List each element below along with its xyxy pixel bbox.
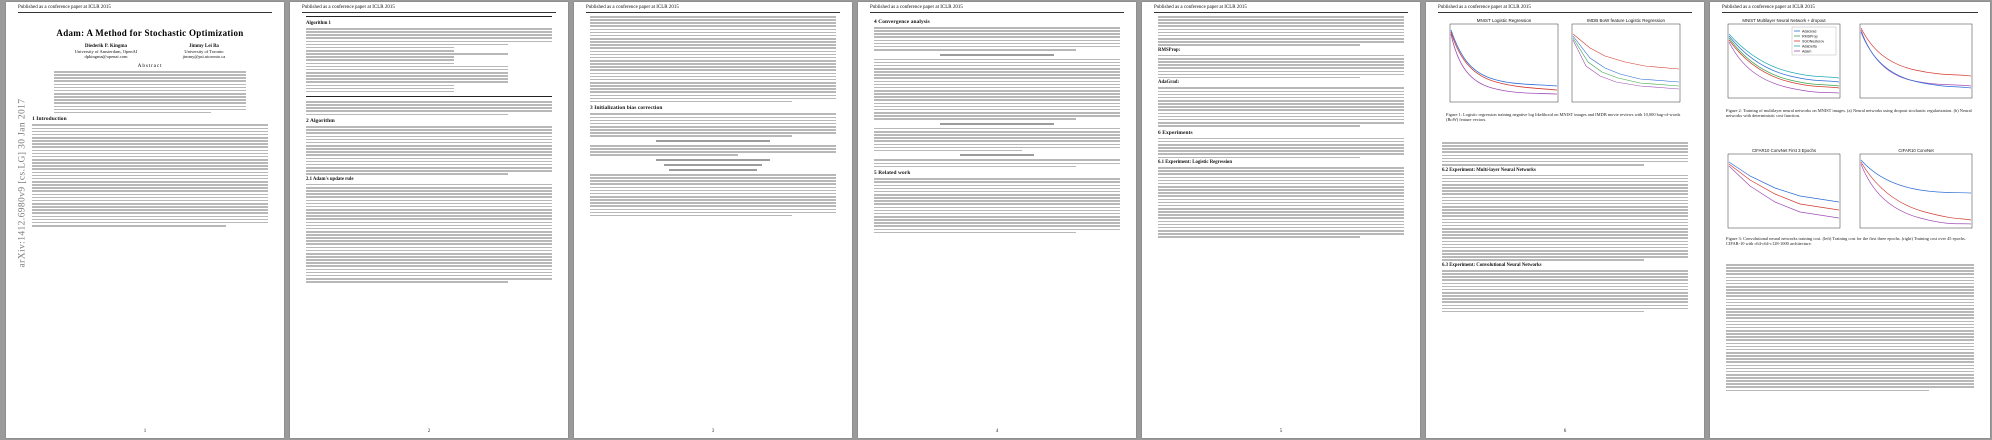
page-1 (6, 2, 284, 438)
body-text (306, 184, 552, 283)
section-heading: 2 Algorithm (306, 118, 335, 125)
running-header: Published as a conference paper at ICLR 2015 (18, 5, 111, 10)
plot-title: IMDB BoW feature Logistic Regression (1586, 18, 1666, 23)
author-name: Diederik P. Kingma (84, 44, 128, 49)
author-name: Jimmy Lei Ba (188, 44, 219, 49)
figure-caption: Figure 1: Logistic regression training negative log likelihood on MNIST images and IMDB movie reviews with 10,000 bag-of-words (BoW) feature vectors. (1446, 112, 1681, 123)
body-text (874, 178, 1120, 233)
body-text (1158, 16, 1404, 46)
page-4-content (874, 16, 1120, 235)
plot-panel-mlp-dropout (1728, 18, 1840, 98)
body-text (32, 124, 268, 226)
body-text (874, 59, 1120, 120)
equation (940, 123, 1053, 125)
page-6-content (1442, 142, 1688, 314)
section-heading: 1 Introduction (32, 116, 67, 123)
page-7-content (1726, 264, 1974, 393)
body-text (1158, 87, 1404, 126)
plot-panel-mlp-deterministic (1860, 24, 1972, 98)
plot-title: MNIST Multilayer Neural Network + dropout (1742, 18, 1826, 23)
body-text (1726, 264, 1974, 391)
section-heading: 3 Initialization bias correction (590, 105, 663, 112)
author-affiliation: University of Amsterdam, OpenAI (74, 49, 138, 54)
abstract-heading: Abstract (137, 63, 163, 69)
equation (960, 154, 1034, 156)
figure-1 (1440, 16, 1690, 136)
subsection-heading: 6.3 Experiment: Convolutional Neural Networks (1442, 262, 1542, 268)
page-2 (290, 2, 568, 438)
figure-2-plots (1720, 16, 1982, 108)
author-email: jimmy@psi.utoronto.ca (182, 54, 226, 59)
algorithm-title: Algorithm 1 (306, 21, 331, 26)
plot-panel-mnist-logreg (1450, 18, 1558, 102)
body-text (1158, 138, 1404, 158)
author-affiliation: University of Toronto (184, 49, 224, 54)
running-header: Published as a conference paper at ICLR 2015 (870, 5, 963, 10)
legend-entry: SGDNesterov (1802, 39, 1825, 44)
page-5 (1142, 2, 1420, 438)
body-text (306, 126, 552, 175)
body-text (874, 27, 1120, 51)
figure-3-plots (1720, 146, 1982, 236)
running-header: Published as a conference paper at ICLR 2015 (1438, 5, 1531, 10)
plot-title: MNIST Logistic Regression (1476, 18, 1532, 23)
body-text (590, 113, 836, 137)
body-text (874, 128, 1120, 152)
equation (940, 54, 1053, 56)
running-header: Published as a conference paper at ICLR 2015 (1154, 5, 1247, 10)
subsection-heading: 6.1 Experiment: Logistic Regression (1158, 160, 1232, 166)
page-number: 5 (1279, 429, 1283, 434)
author-email: dpkingma@openai.com (84, 54, 128, 59)
legend-entry: AdaGrad (1802, 29, 1817, 34)
body-text (874, 159, 1120, 167)
body-text (1442, 270, 1688, 312)
equation (664, 164, 762, 166)
figure-caption: Figure 3: Convolutional neural networks training cost. (left) Training cost for the first three epochs. (right) Training cost over 45 epochs. CIFAR-10 with c64-c64-c128-1000 architecture. (1726, 236, 1966, 247)
figure-3 (1720, 146, 1982, 258)
body-text (590, 174, 836, 216)
paragraph-heading: RMSProp: (1158, 47, 1181, 53)
legend-entry: RMSProp (1802, 34, 1818, 39)
legend-entry: Adam (1802, 49, 1812, 54)
subsection-heading: 2.1 Adam's update rule (306, 176, 354, 182)
body-text (590, 145, 836, 156)
paper-title: Adam: A Method for Stochastic Optimization (56, 28, 244, 38)
plot-title: CIFAR10 ConvNet (1898, 148, 1934, 153)
page-2-content (306, 16, 552, 284)
body-text (1158, 167, 1404, 238)
author-2 (183, 44, 226, 59)
body-text (1158, 55, 1404, 79)
page-number: 4 (995, 429, 999, 434)
plot-panel-cifar10-full (1860, 148, 1972, 228)
plot-panel-imdb-logreg (1572, 18, 1680, 102)
equation (669, 169, 758, 171)
subsection-heading: 6.2 Experiment: Multi-layer Neural Networks (1442, 167, 1536, 173)
page-5-content (1158, 16, 1404, 239)
plot-panel-cifar10-first-epochs (1728, 148, 1840, 228)
section-heading: 4 Convergence analysis (874, 19, 930, 25)
running-header: Published as a conference paper at ICLR 2015 (302, 5, 395, 10)
page-6 (1426, 2, 1704, 438)
body-text (590, 16, 836, 102)
figure-2 (1720, 16, 1982, 136)
legend-entry: AdaDelta (1802, 44, 1817, 49)
running-header: Published as a conference paper at ICLR 2015 (586, 5, 679, 10)
legend (1792, 27, 1836, 55)
page-number: 3 (711, 429, 715, 434)
algorithm-box (306, 16, 552, 97)
equation (656, 140, 769, 142)
body-text (306, 101, 552, 115)
arxiv-identifier: arXiv:1412.6980v9 [cs.LG] 30 Jan 2017 (17, 98, 28, 268)
paragraph-heading: AdaGrad: (1158, 80, 1180, 86)
figure-caption: Figure 2: Training of multilayer neural networks on MNIST images. (a) Neural networks using dropout stochastic regularization. (b) Neural networks with deterministic cost function. (1726, 108, 1972, 119)
author-1 (75, 44, 138, 59)
page-3 (574, 2, 852, 438)
section-heading: 5 Related work (874, 170, 911, 177)
equation (656, 159, 769, 161)
page-3-content (590, 16, 836, 218)
section-heading: 6 Experiments (1158, 129, 1193, 136)
page-4 (858, 2, 1136, 438)
abstract-text (54, 71, 246, 113)
plot-title: CIFAR10 ConvNet First 3 Epochs (1752, 148, 1816, 153)
body-text (1442, 142, 1688, 166)
body-text (1442, 175, 1688, 261)
author-block (52, 44, 248, 59)
page-1-content (32, 16, 268, 228)
page-number: 1 (143, 429, 147, 434)
page-7 (1710, 2, 1990, 438)
page-number: 6 (1563, 429, 1567, 434)
figure-1-plots (1440, 16, 1690, 112)
page-number: 2 (427, 429, 431, 434)
running-header: Published as a conference paper at ICLR 2015 (1722, 5, 1815, 10)
